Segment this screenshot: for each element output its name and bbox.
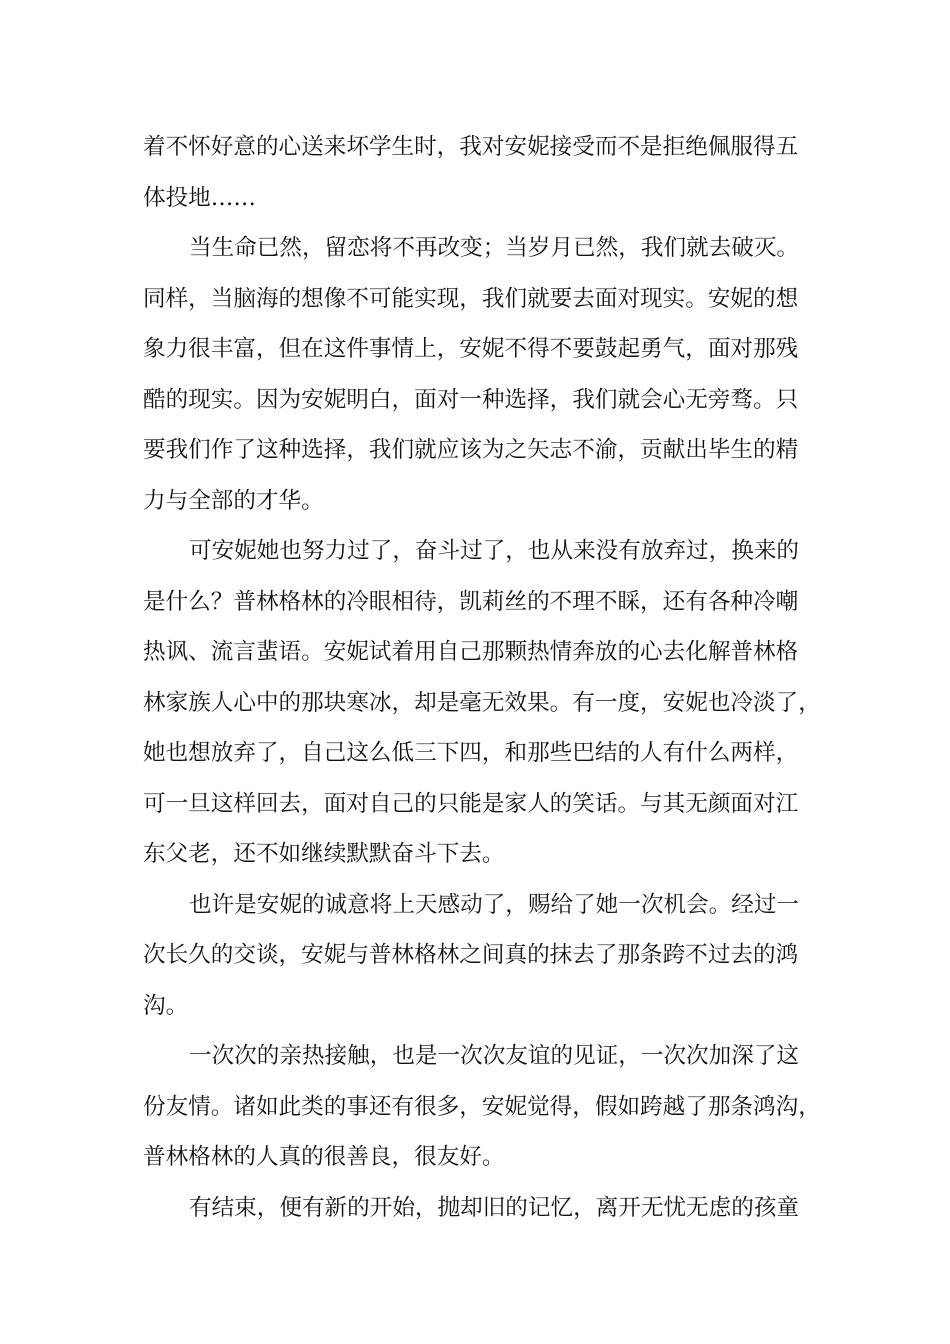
text-line: 也许是安妮的诚意将上天感动了，赐给了她一次机会。经过一 [189, 891, 800, 918]
paragraph [143, 1037, 821, 1189]
paragraph [143, 886, 821, 1038]
text-line: 着不怀好意的心送来坏学生时，我对安妮接受而不是拒绝佩服得五 [143, 134, 799, 160]
paragraph [143, 229, 821, 532]
paragraph [143, 128, 821, 229]
text-line: 要我们作了这种选择，我们就应该为之矢志不渝，贡献出毕生的精 [143, 437, 799, 463]
text-line: 她也想放弃了，自己这么低三下四，和那些巴结的人有什么两样， [143, 740, 799, 766]
text-line: 是什么？普林格林的冷眼相待，凯莉丝的不理不睬，还有各种冷嘲 [143, 588, 799, 615]
text-line: 象力很丰富，但在这件事情上，安妮不得不要鼓起勇气，面对那残 [143, 336, 799, 362]
text-line: 林家族人心中的那块寒冰，却是毫无效果。有一度，安妮也冷淡了， [143, 689, 821, 716]
text-line: 次长久的交谈，安妮与普林格林之间真的抹去了那条跨不过去的鸿 [143, 942, 799, 968]
text-line: 力与全部的才华。 [143, 487, 324, 514]
text-line: 同样，当脑海的想像不可能实现，我们就要去面对现实。安妮的想 [143, 285, 799, 312]
text-line: 一次次的亲热接触，也是一次次友谊的见证，一次次加深了这 [189, 1043, 800, 1069]
text-line: 可一旦这样回去，面对自己的只能是家人的笑话。与其无颜面对江 [143, 790, 799, 817]
paragraph [143, 532, 821, 886]
text-line: 热讽、流言蜚语。安妮试着用自己那颗热情奔放的心去化解普林格 [143, 639, 799, 665]
text-line: 当生命已然，留恋将不再改变；当岁月已然，我们就去破灭。 [189, 235, 800, 261]
text-line: 份友情。诸如此类的事还有很多，安妮觉得，假如跨越了那条鸿沟， [143, 1093, 821, 1120]
text-line: 东父老，还不如继续默默奋斗下去。 [143, 841, 505, 867]
text-line: 普林格林的人真的很善良，很友好。 [143, 1144, 505, 1170]
text-line: 体投地…… [143, 184, 256, 211]
text-line: 可安妮她也努力过了，奋斗过了，也从来没有放弃过，换来的 [189, 538, 800, 564]
paragraph [143, 1189, 821, 1240]
text-line: 酷的现实。因为安妮明白，面对一种选择，我们就会心无旁骛。只 [143, 386, 799, 413]
text-line: 有结束，便有新的开始，抛却旧的记忆，离开无忧无虑的孩童 [189, 1194, 800, 1221]
body-text [143, 128, 821, 1239]
text-line: 沟。 [143, 992, 189, 1019]
